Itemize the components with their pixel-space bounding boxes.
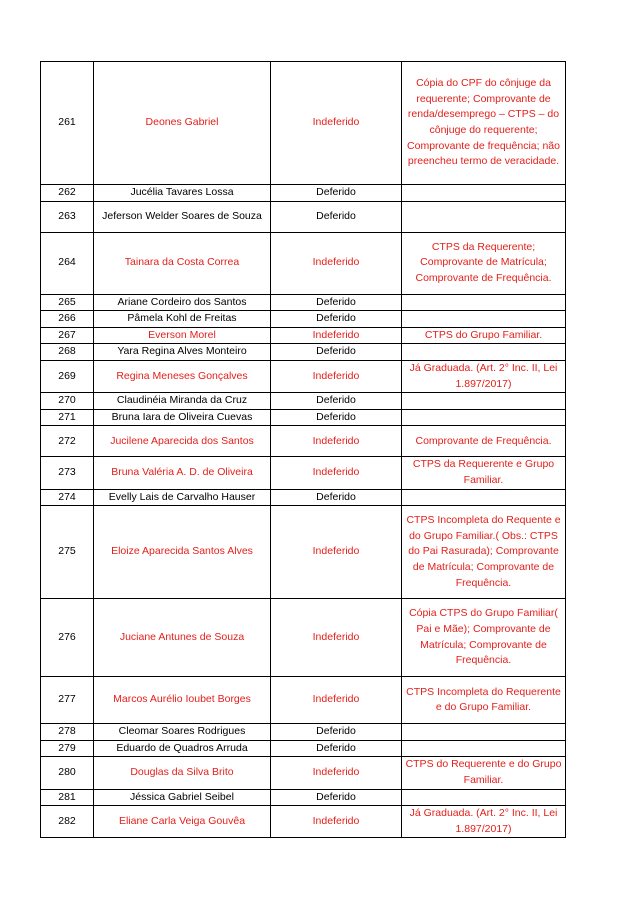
pending-documents-cell: [402, 489, 566, 506]
status-cell: Indeferido: [271, 506, 402, 599]
status-cell: Deferido: [271, 409, 402, 426]
row-number-cell: 279: [41, 740, 94, 757]
pending-documents-cell: [402, 294, 566, 311]
status-cell: Deferido: [271, 489, 402, 506]
row-number-cell: 277: [41, 677, 94, 724]
status-cell: Deferido: [271, 393, 402, 410]
table-row: [41, 789, 566, 806]
table-row: [41, 677, 566, 724]
pending-documents-cell: [402, 393, 566, 410]
pending-documents-cell: CTPS da Requerente e Grupo Familiar.: [402, 457, 566, 489]
table-row: [41, 426, 566, 457]
applicant-name-cell: Juciane Antunes de Souza: [94, 599, 271, 677]
pending-documents-cell: [402, 185, 566, 202]
pending-documents-cell: Já Graduada. (Art. 2° Inc. II, Lei 1.897/2017): [402, 360, 566, 392]
status-cell: Indeferido: [271, 62, 402, 185]
applicant-name-cell: Cleomar Soares Rodrigues: [94, 724, 271, 741]
applicant-name-cell: Tainara da Costa Correa: [94, 232, 271, 294]
applicant-name-cell: Bruna Iara de Oliveira Cuevas: [94, 409, 271, 426]
pending-documents-cell: Já Graduada. (Art. 2° Inc. II, Lei 1.897/2017): [402, 806, 566, 838]
row-number-cell: 269: [41, 360, 94, 392]
results-table: [40, 61, 566, 838]
row-number-cell: 270: [41, 393, 94, 410]
table-row: [41, 62, 566, 185]
applicant-name-cell: Marcos Aurélio Ioubet Borges: [94, 677, 271, 724]
status-cell: Indeferido: [271, 232, 402, 294]
status-cell: Indeferido: [271, 677, 402, 724]
applicant-name-cell: Douglas da Silva Brito: [94, 757, 271, 789]
row-number-cell: 272: [41, 426, 94, 457]
status-cell: Deferido: [271, 344, 402, 361]
status-cell: Deferido: [271, 724, 402, 741]
row-number-cell: 271: [41, 409, 94, 426]
pending-documents-cell: [402, 311, 566, 328]
table-row: [41, 724, 566, 741]
applicant-name-cell: Pâmela Kohl de Freitas: [94, 311, 271, 328]
status-cell: Deferido: [271, 294, 402, 311]
applicant-name-cell: Everson Morel: [94, 327, 271, 344]
applicant-name-cell: Eloize Aparecida Santos Alves: [94, 506, 271, 599]
pending-documents-cell: Cópia CTPS do Grupo Familiar( Pai e Mãe); Comprovante de Matrícula; Comprovante de Frequência.: [402, 599, 566, 677]
table-row: [41, 232, 566, 294]
pending-documents-cell: [402, 344, 566, 361]
table-row: [41, 360, 566, 392]
table-row: [41, 327, 566, 344]
table-row: [41, 409, 566, 426]
status-cell: Indeferido: [271, 360, 402, 392]
status-cell: Indeferido: [271, 757, 402, 789]
applicant-name-cell: Eliane Carla Veiga Gouvêa: [94, 806, 271, 838]
applicant-name-cell: Claudinéia Miranda da Cruz: [94, 393, 271, 410]
status-cell: Deferido: [271, 789, 402, 806]
row-number-cell: 273: [41, 457, 94, 489]
status-cell: Indeferido: [271, 806, 402, 838]
applicant-name-cell: Eduardo de Quadros Arruda: [94, 740, 271, 757]
row-number-cell: 266: [41, 311, 94, 328]
table-row: [41, 344, 566, 361]
table-row: [41, 599, 566, 677]
pending-documents-cell: [402, 724, 566, 741]
row-number-cell: 263: [41, 201, 94, 232]
table-row: [41, 311, 566, 328]
row-number-cell: 280: [41, 757, 94, 789]
pending-documents-cell: CTPS Incompleta do Requente e do Grupo Familiar.( Obs.: CTPS do Pai Rasurada); Comprovante de Matrícula; Comprovante de Frequência.: [402, 506, 566, 599]
table-row: [41, 294, 566, 311]
table-row: [41, 185, 566, 202]
row-number-cell: 278: [41, 724, 94, 741]
table-row: [41, 393, 566, 410]
table-row: [41, 489, 566, 506]
applicant-name-cell: Jéssica Gabriel Seibel: [94, 789, 271, 806]
table-row: [41, 506, 566, 599]
status-cell: Indeferido: [271, 457, 402, 489]
row-number-cell: 274: [41, 489, 94, 506]
status-cell: Indeferido: [271, 426, 402, 457]
pending-documents-cell: [402, 201, 566, 232]
table-row: [41, 201, 566, 232]
pending-documents-cell: CTPS do Grupo Familiar.: [402, 327, 566, 344]
table-row: [41, 757, 566, 789]
pending-documents-cell: [402, 409, 566, 426]
applicant-name-cell: Regina Meneses Gonçalves: [94, 360, 271, 392]
pending-documents-cell: Cópia do CPF do cônjuge da requerente; Comprovante de renda/desemprego – CTPS – do cônjuge do requerente; Comprovante de frequência; não preencheu termo de veracidade.: [402, 62, 566, 185]
pending-documents-cell: [402, 789, 566, 806]
table-row: [41, 457, 566, 489]
status-cell: Indeferido: [271, 327, 402, 344]
results-table-body: [41, 62, 566, 838]
status-cell: Deferido: [271, 201, 402, 232]
row-number-cell: 268: [41, 344, 94, 361]
applicant-name-cell: Jeferson Welder Soares de Souza: [94, 201, 271, 232]
table-row: [41, 806, 566, 838]
status-cell: Deferido: [271, 185, 402, 202]
row-number-cell: 261: [41, 62, 94, 185]
status-cell: Deferido: [271, 311, 402, 328]
applicant-name-cell: Jucilene Aparecida dos Santos: [94, 426, 271, 457]
applicant-name-cell: Bruna Valéria A. D. de Oliveira: [94, 457, 271, 489]
row-number-cell: 267: [41, 327, 94, 344]
applicant-name-cell: Evelly Lais de Carvalho Hauser: [94, 489, 271, 506]
pending-documents-cell: CTPS Incompleta do Requerente e do Grupo Familiar.: [402, 677, 566, 724]
pending-documents-cell: CTPS da Requerente; Comprovante de Matrícula; Comprovante de Frequência.: [402, 232, 566, 294]
row-number-cell: 264: [41, 232, 94, 294]
applicant-name-cell: Jucélia Tavares Lossa: [94, 185, 271, 202]
row-number-cell: 275: [41, 506, 94, 599]
applicant-name-cell: Ariane Cordeiro dos Santos: [94, 294, 271, 311]
applicant-name-cell: Deones Gabriel: [94, 62, 271, 185]
status-cell: Deferido: [271, 740, 402, 757]
row-number-cell: 276: [41, 599, 94, 677]
row-number-cell: 262: [41, 185, 94, 202]
pending-documents-cell: CTPS do Requerente e do Grupo Familiar.: [402, 757, 566, 789]
row-number-cell: 281: [41, 789, 94, 806]
row-number-cell: 282: [41, 806, 94, 838]
pending-documents-cell: Comprovante de Frequência.: [402, 426, 566, 457]
pending-documents-cell: [402, 740, 566, 757]
applicant-name-cell: Yara Regina Alves Monteiro: [94, 344, 271, 361]
row-number-cell: 265: [41, 294, 94, 311]
table-row: [41, 740, 566, 757]
status-cell: Indeferido: [271, 599, 402, 677]
